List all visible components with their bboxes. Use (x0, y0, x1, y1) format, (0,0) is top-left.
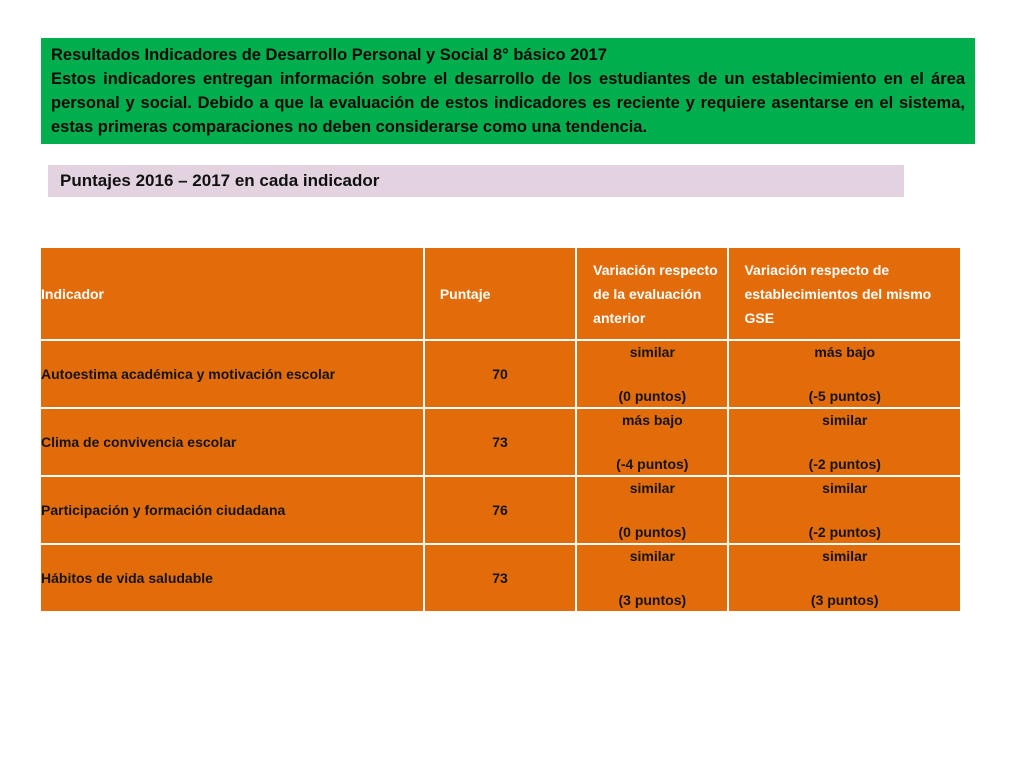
indicator-name: Clima de convivencia escolar (40, 408, 424, 476)
table-row (40, 544, 961, 612)
variation-previous-points: (3 puntos) (618, 592, 687, 608)
table-row (40, 340, 961, 408)
variation-previous-cell (576, 408, 728, 476)
table-header-row (40, 247, 961, 340)
indicators-table (39, 246, 962, 613)
indicator-score: 73 (424, 544, 576, 612)
variation-gse-points: (3 puntos) (810, 592, 879, 608)
section-subtitle: Puntajes 2016 – 2017 en cada indicador (48, 165, 904, 197)
intro-text: Estos indicadores entregan información sobre el desarrollo de los estudiantes de un establecimiento en el área personal y social. Debido a que la evaluación de estos indicadores es reciente y requiere asentarse en el sistema, estas primeras comparaciones no deben considerarse como una tendencia. (51, 70, 965, 136)
variation-gse-cell (728, 408, 961, 476)
header-score: Puntaje (424, 247, 576, 340)
header-variation-previous: Variación respecto de la evaluación anterior (576, 247, 728, 340)
variation-previous-label: similar (629, 480, 675, 496)
indicator-score: 73 (424, 408, 576, 476)
variation-previous-cell (576, 340, 728, 408)
intro-banner (41, 38, 975, 144)
variation-gse-label: similar (822, 480, 868, 496)
variation-gse-cell (728, 476, 961, 544)
variation-previous-cell (576, 476, 728, 544)
variation-gse-label: similar (822, 548, 868, 564)
page-title: Resultados Indicadores de Desarrollo Personal y Social 8° básico 2017 (51, 46, 607, 64)
variation-gse-cell (728, 340, 961, 408)
variation-gse-points: (-2 puntos) (808, 456, 881, 472)
variation-previous-points: (0 puntos) (618, 388, 687, 404)
variation-previous-points: (0 puntos) (618, 524, 687, 540)
variation-gse-label: más bajo (814, 344, 876, 360)
variation-previous-label: similar (629, 344, 675, 360)
variation-gse-label: similar (822, 412, 868, 428)
variation-previous-label: similar (629, 548, 675, 564)
indicator-name: Participación y formación ciudadana (40, 476, 424, 544)
table-row (40, 408, 961, 476)
indicator-score: 70 (424, 340, 576, 408)
table-row (40, 476, 961, 544)
indicator-name: Autoestima académica y motivación escolar (40, 340, 424, 408)
header-indicator: Indicador (40, 247, 424, 340)
variation-previous-cell (576, 544, 728, 612)
indicator-score: 76 (424, 476, 576, 544)
variation-gse-cell (728, 544, 961, 612)
variation-gse-points: (-2 puntos) (808, 524, 881, 540)
header-variation-gse: Variación respecto de establecimientos del mismo GSE (728, 247, 961, 340)
indicator-name: Hábitos de vida saludable (40, 544, 424, 612)
variation-previous-points: (-4 puntos) (616, 456, 689, 472)
variation-gse-points: (-5 puntos) (808, 388, 881, 404)
variation-previous-label: más bajo (621, 412, 683, 428)
